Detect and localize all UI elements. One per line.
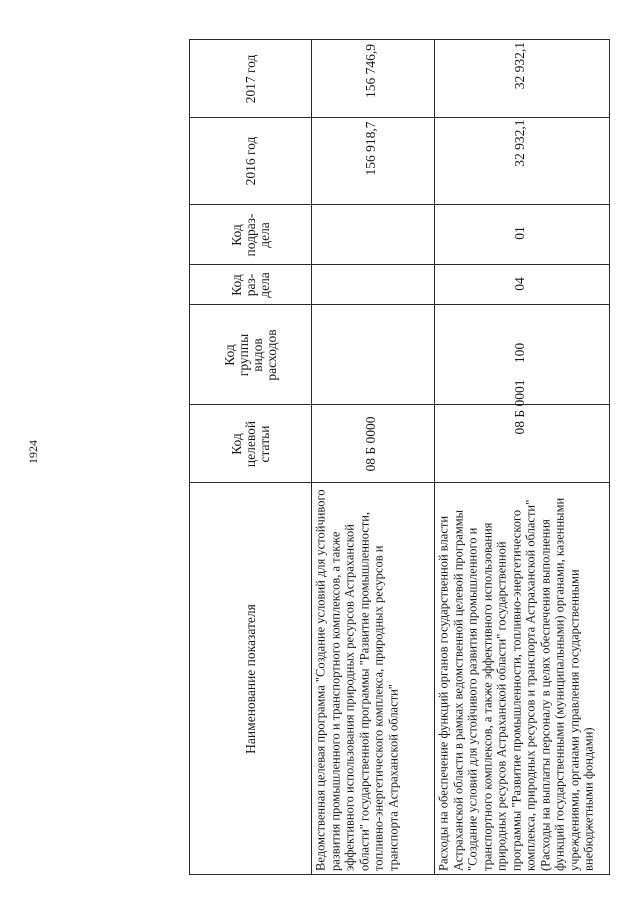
cell-subsection-row2: 01 — [435, 205, 610, 265]
budget-table — [189, 39, 610, 875]
cell-target-row1: 08 Б 0000 — [312, 405, 435, 483]
row-expense-group-code — [190, 305, 610, 405]
cell-name-row1: Ведомственная целевая программа "Создание условий для устойчивого развития промышленного и транспортного комплексов, а также эффективного использования природных ресурсов Астраханской области" государственной программы "Развитие промышленности, топливно-энергетического комплекса, природных ресурсов и транспорта Астраханской области" — [312, 483, 435, 875]
header-2017: 2017 год — [190, 40, 312, 118]
row-year-2017 — [190, 40, 610, 118]
header-2016: 2016 год — [190, 118, 312, 205]
cell-2017-row1: 156 746,9 — [312, 40, 435, 118]
row-year-2016 — [190, 118, 610, 205]
cell-expense-group-row2: 100 — [435, 305, 610, 405]
header-subsection-code: Код подраз-дела — [190, 205, 312, 265]
cell-section-row2: 04 — [435, 265, 610, 305]
cell-subsection-row1 — [312, 205, 435, 265]
cell-2016-row1: 156 918,7 — [312, 118, 435, 205]
row-target-code — [190, 405, 610, 483]
header-expense-group-code: Код группы видов расходов — [190, 305, 312, 405]
row-subsection-code — [190, 205, 610, 265]
header-target-code: Код целевой статьи — [190, 405, 312, 483]
cell-expense-group-row1 — [312, 305, 435, 405]
row-section-code — [190, 265, 610, 305]
cell-section-row1 — [312, 265, 435, 305]
row-name — [190, 483, 610, 875]
header-section-code: Код раз-дела — [190, 265, 312, 305]
page-number: 1924 — [25, 440, 40, 464]
cell-2017-row2: 32 932,1 — [435, 40, 610, 118]
cell-target-row2: 08 Б 0001 — [435, 405, 610, 483]
header-name: Наименование показателя — [190, 483, 312, 875]
cell-name-row2: Расходы на обеспечение функций органов государственной власти Астраханской области в рамках ведомственной целевой программы "Создание условий для устойчивого развития промышленного и транспортного комплексов, а также эффективного использования природных ресурсов Астраханской области" государственной программы "Развитие промышленности, топливно-энергетического комплекса, природных ресурсов и транспорта Астраханской области" (Расходы на выплаты персоналу в целях обеспечения выполнения функций государственными (муниципальными) органами, казенными учреждениями, органами управления государственными внебюджетными фондами) — [435, 483, 610, 875]
cell-2016-row2: 32 932,1 — [435, 118, 610, 205]
